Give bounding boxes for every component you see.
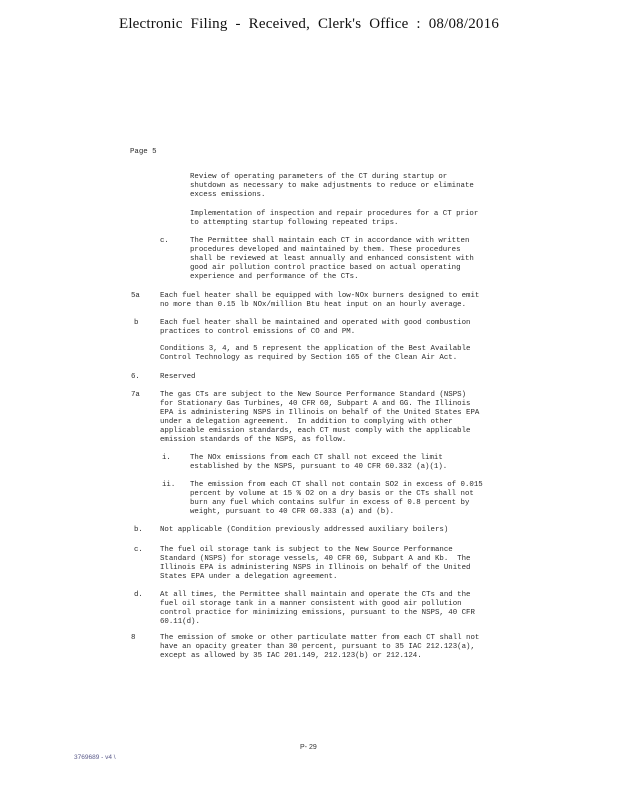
item-label-7a: 7a <box>131 391 140 399</box>
paragraph-7c: The fuel oil storage tank is subject to the New Source Performance Standard (NSPS) for storage vessels, 40 CFR 60, Subpart A and Kb. The Illinois EPA is administering NSPS in Illinois on behalf of the United States EPA under a delegation agreement. <box>160 546 471 581</box>
footer-page-number: P- 29 <box>300 744 317 751</box>
page-label: Page 5 <box>130 148 157 156</box>
item-label-7a-i: i. <box>162 454 171 462</box>
paragraph-7d: At all times, the Permittee shall maintain and operate the CTs and the fuel oil storage tank in a manner consistent with good air pollution control practice for minimizing emissions, pursuant to the NSPS, 40 CFR 60.11(d). <box>160 591 475 626</box>
footer-document-id: 3769689 - v4 \ <box>74 754 116 761</box>
paragraph-8: The emission of smoke or other particulate matter from each CT shall not have an opacity greater than 30 percent, pursuant to 35 IAC 212.123(a), except as allowed by 35 IAC 201.149, 212.123(b) or 212.124. <box>160 634 480 660</box>
paragraph-7a: The gas CTs are subject to the New Source Performance Standard (NSPS) for Stationary Gas Turbines, 40 CFR 60, Subpart A and GG. The Illinois EPA is administering NSPS in Illinois on behalf of the United States EPA under a delegation agreement. In addition to complying with other applicable emission standards, each CT must comply with the applicable emission standards of the NSPS, as follow. <box>160 391 480 444</box>
item-label-5a: 5a <box>131 292 140 300</box>
paragraph-5b: Each fuel heater shall be maintained and operated with good combustion practices to control emissions of CO and PM. <box>160 319 471 336</box>
item-label-7d: d. <box>134 591 143 599</box>
item-label-8: 8 <box>131 634 136 642</box>
paragraph-7a-ii: The emission from each CT shall not contain SO2 in excess of 0.015 percent by volume at 15 % O2 on a dry basis or the CTs shall not burn any fuel which contains sulfur in excess of 0.8 percent by weight, pursuant to 40 CFR 60.333 (a) and (b). <box>190 481 483 516</box>
paragraph-bact: Conditions 3, 4, and 5 represent the application of the Best Available Control Technology as required by Section 165 of the Clean Air Act. <box>160 345 471 362</box>
paragraph-3c: The Permittee shall maintain each CT in accordance with written procedures developed and maintained by them. These procedures shall be reviewed at least annually and enhanced consistent with good air pollution control practice based on actual operating experience and performance of the CTs. <box>190 237 474 281</box>
paragraph-review-operating: Review of operating parameters of the CT during startup or shutdown as necessary to make adjustments to reduce or eliminate excess emissions. <box>190 173 474 199</box>
filing-stamp-header: Electronic Filing - Received, Clerk's Office : 08/08/2016 <box>118 16 500 32</box>
item-label-7b: b. <box>134 526 143 534</box>
paragraph-5a: Each fuel heater shall be equipped with low-NOx burners designed to emit no more than 0.15 lb NOx/million Btu heat input on an hourly average. <box>160 292 480 309</box>
item-label-7a-ii: ii. <box>162 481 176 489</box>
item-label-3c: c. <box>160 237 169 245</box>
item-label-5b: b <box>134 319 139 327</box>
paragraph-7b: Not applicable (Condition previously addressed auxiliary boilers) <box>160 526 449 534</box>
paragraph-7a-i: The NOx emissions from each CT shall not exceed the limit established by the NSPS, pursuant to 40 CFR 60.332 (a)(1). <box>190 454 448 471</box>
paragraph-implementation: Implementation of inspection and repair procedures for a CT prior to attempting startup following repeated trips. <box>190 210 479 227</box>
paragraph-6: Reserved <box>160 373 196 381</box>
item-label-7c: c. <box>134 546 143 554</box>
item-label-6: 6. <box>131 373 140 381</box>
